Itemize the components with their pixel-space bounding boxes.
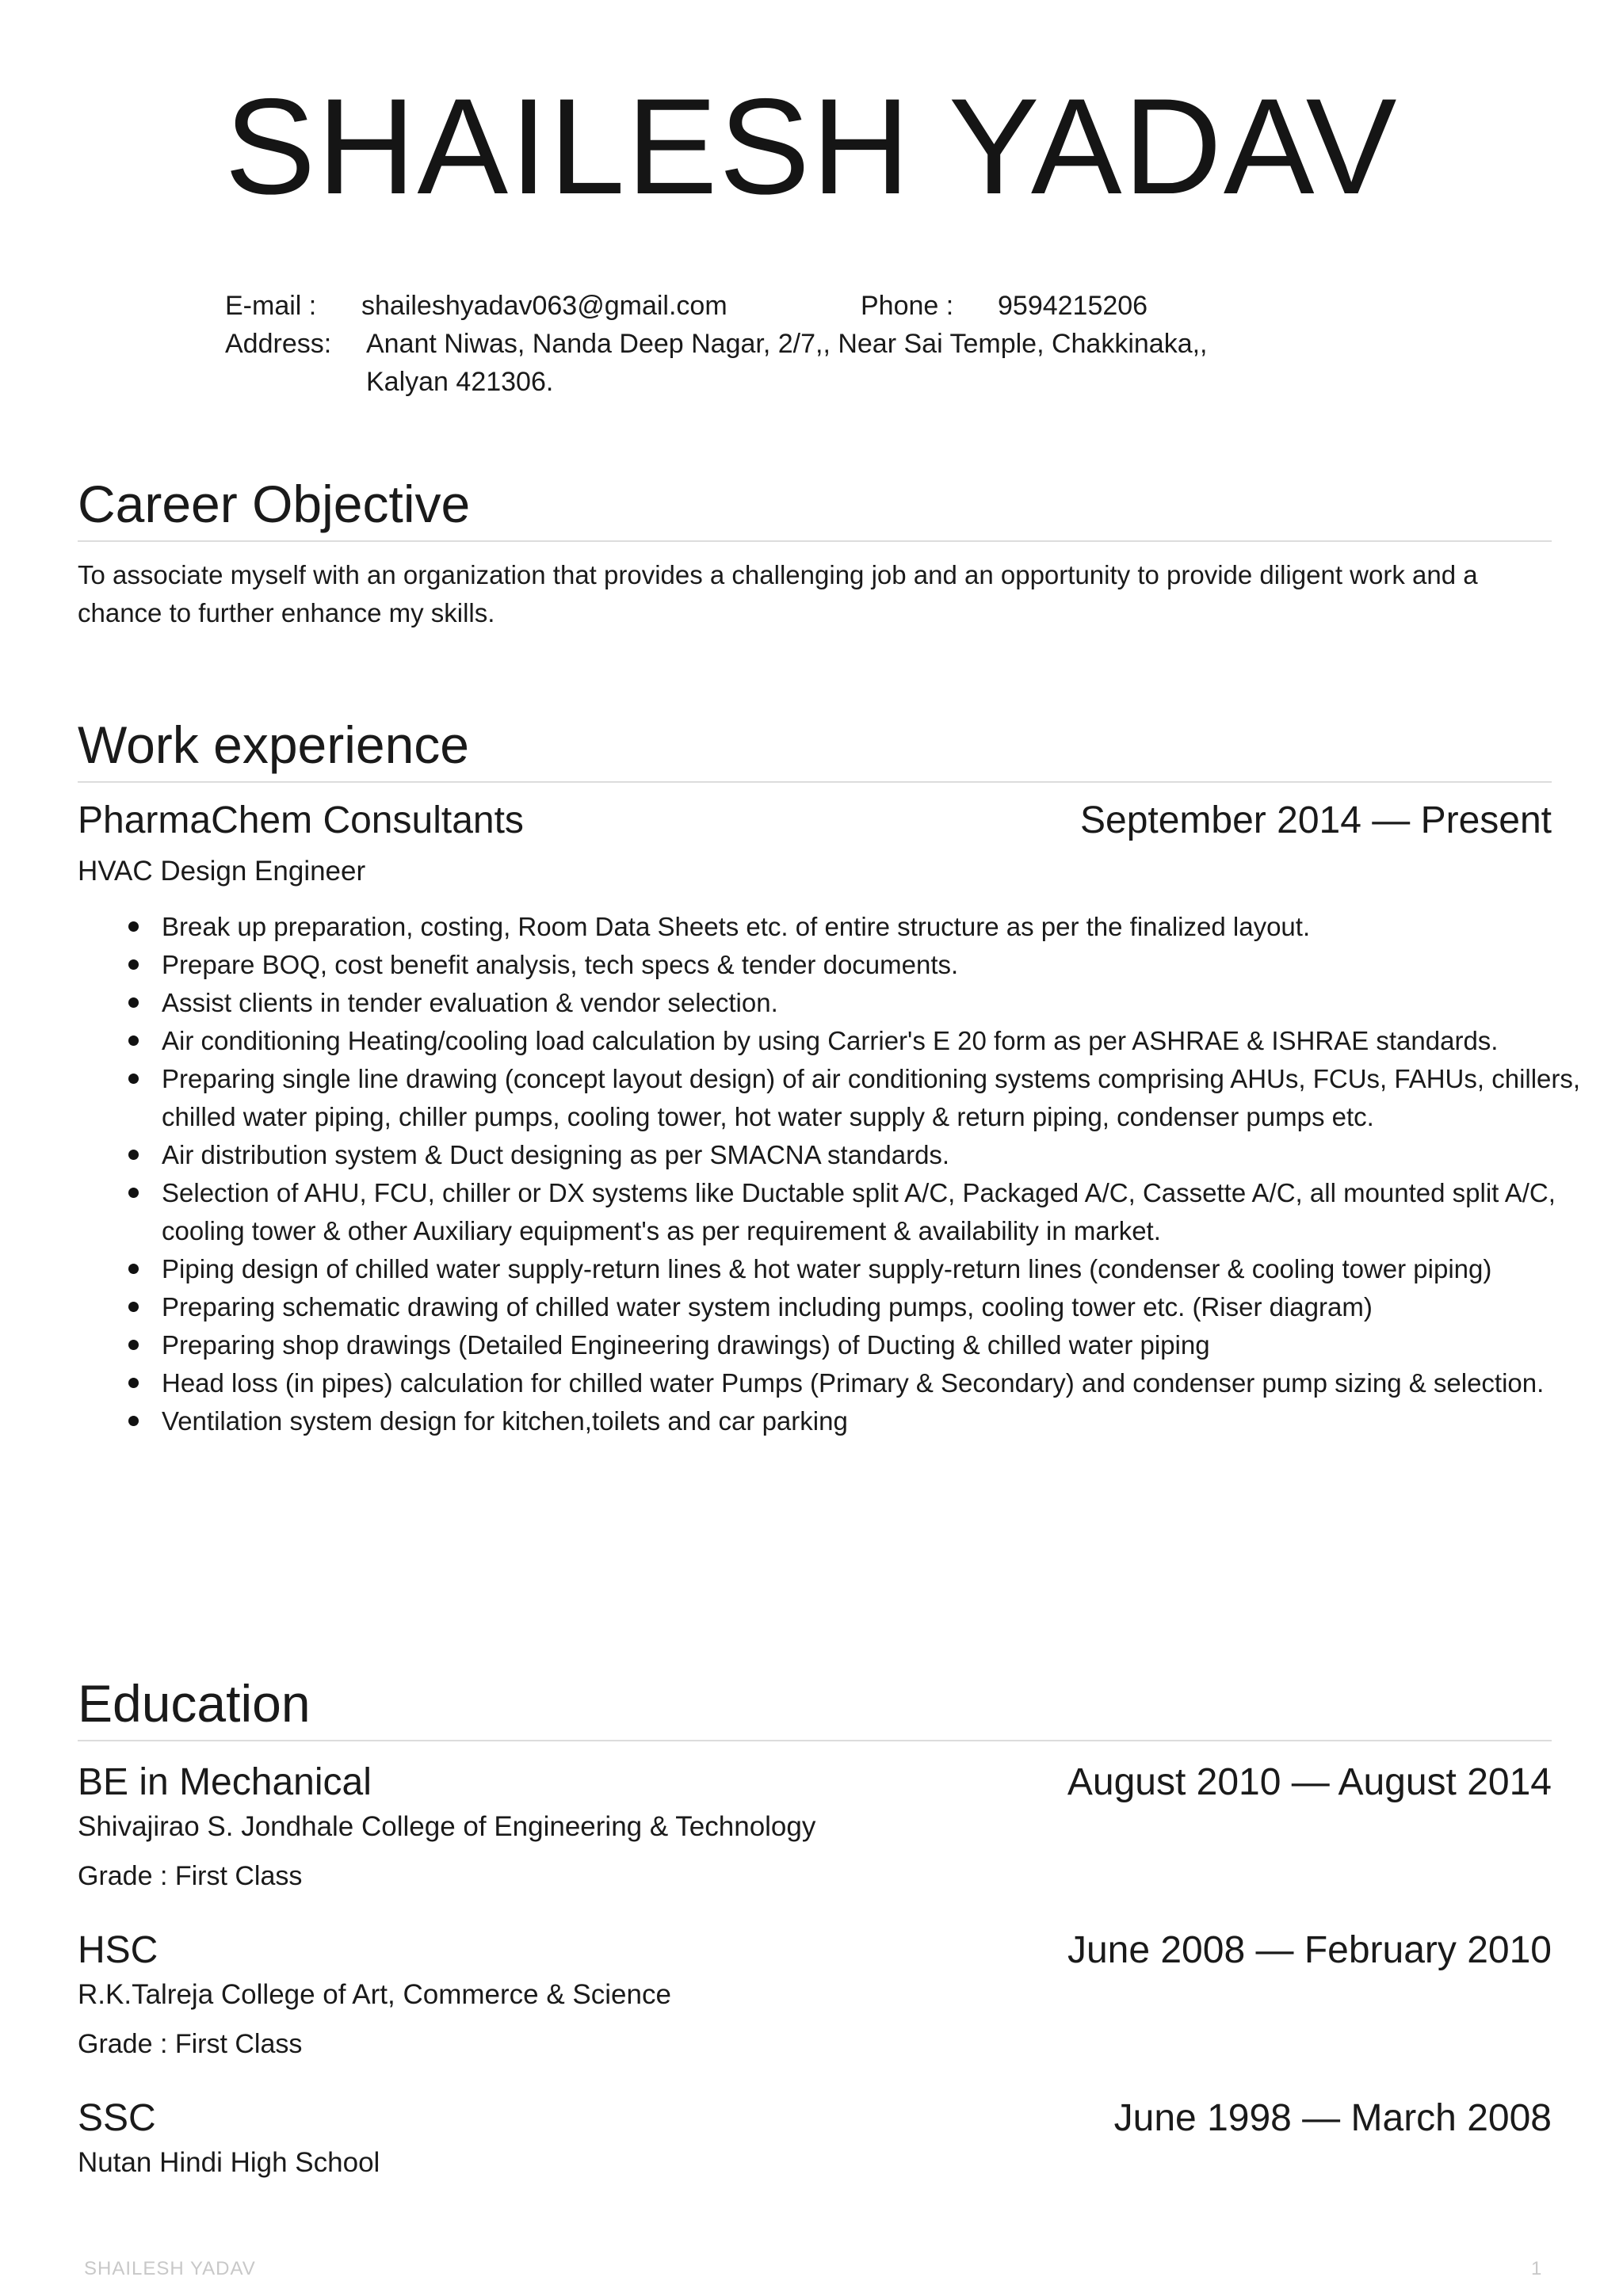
bullet-icon (128, 1302, 139, 1312)
responsibility-text: Head loss (in pipes) calculation for chilled water Pumps (Primary & Secondary) and condenser pump sizing & selection. (162, 1368, 1545, 1398)
education-school: R.K.Talreja College of Art, Commerce & Science (78, 1979, 671, 2010)
education-dates: June 2008 — February 2010 (1067, 1929, 1552, 1971)
responsibility-item (162, 1364, 1620, 1402)
education-degree: BE in Mechanical (78, 1761, 372, 1803)
responsibility-list (78, 908, 1581, 1440)
responsibility-text: Preparing shop drawings (Detailed Engineering drawings) of Ducting & chilled water piping (162, 1330, 1210, 1360)
responsibility-text: Prepare BOQ, cost benefit analysis, tech specs & tender documents. (162, 950, 959, 979)
section-title: Career Objective (78, 472, 1552, 542)
section-title: Education (78, 1672, 1552, 1741)
section-title: Work experience (78, 713, 1552, 783)
responsibility-text: Assist clients in tender evaluation & vendor selection. (162, 988, 778, 1017)
responsibility-item (162, 946, 1620, 984)
bullet-icon (128, 1340, 139, 1350)
education-dates: August 2010 — August 2014 (1067, 1761, 1552, 1803)
education-header (78, 2095, 1552, 2142)
education-header (78, 1927, 1552, 1974)
responsibility-text: Preparing schematic drawing of chilled water system including pumps, cooling tower etc. (Riser diagram) (162, 1292, 1373, 1322)
education-entry (78, 2095, 1552, 2182)
responsibility-text: Piping design of chilled water supply-return lines & hot water supply-return lines (condenser & cooling tower piping) (162, 1254, 1492, 1283)
company-name: PharmaChem Consultants (78, 799, 524, 841)
education-entry (78, 1927, 1552, 2063)
education-grade: Grade : First Class (78, 1861, 303, 1891)
education-school: Nutan Hindi High School (78, 2147, 380, 2178)
bullet-icon (128, 1035, 139, 1046)
education-grade: Grade : First Class (78, 2029, 303, 2059)
bullet-icon (128, 1378, 139, 1388)
address-label: Address: (225, 329, 332, 359)
section-career-objective (78, 472, 1552, 632)
address-line-1: Anant Niwas, Nanda Deep Nagar, 2/7,, Near Sai Temple, Chakkinaka,, (366, 329, 1208, 359)
responsibility-text: Air distribution system & Duct designing as per SMACNA standards. (162, 1140, 950, 1169)
responsibility-text: Air conditioning Heating/cooling load calculation by using Carrier's E 20 form as per ASHRAE & ISHRAE standards. (162, 1026, 1499, 1055)
bullet-icon (128, 1150, 139, 1160)
bullet-icon (128, 1074, 139, 1084)
responsibility-text: Ventilation system design for kitchen,toilets and car parking (162, 1406, 848, 1436)
education-degree: HSC (78, 1929, 158, 1971)
address-line-2: Kalyan 421306. (366, 367, 554, 397)
bullet-icon (128, 959, 139, 970)
phone-value[interactable]: 9594215206 (998, 291, 1148, 321)
career-objective-text: To associate myself with an organization that provides a challenging job and an opportunity to provide diligent work and a chance to further enhance my skills. (78, 560, 1478, 627)
responsibility-item (162, 1174, 1620, 1250)
email-value[interactable]: shaileshyadav063@gmail.com (361, 291, 727, 321)
education-entry (78, 1759, 1552, 1895)
section-work-experience (78, 713, 1581, 1440)
responsibility-item (162, 908, 1620, 946)
bullet-icon (128, 1188, 139, 1198)
responsibility-item (162, 1288, 1620, 1326)
responsibility-text: Preparing single line drawing (concept layout design) of air conditioning systems comprising AHUs, FCUs, FAHUs, chillers, chilled water piping, chiller pumps, cooling tower, hot water supply & return piping, condenser pumps etc. (162, 1064, 1581, 1131)
responsibility-item (162, 1402, 1620, 1440)
section-education (78, 1672, 1552, 2182)
email-label: E-mail : (225, 291, 317, 321)
phone-label: Phone : (861, 291, 954, 321)
responsibility-text: Selection of AHU, FCU, chiller or DX systems like Ductable split A/C, Packaged A/C, Cassette A/C, all mounted split A/C, cooling tower & other Auxiliary equipment's as per requirement & availability in market. (162, 1178, 1556, 1245)
responsibility-item (162, 1060, 1620, 1136)
education-school: Shivajirao S. Jondhale College of Engineering & Technology (78, 1811, 816, 1842)
bullet-icon (128, 921, 139, 932)
resume-name: SHAILESH YADAV (224, 71, 1399, 223)
footer-page-number: 1 (1531, 2258, 1543, 2279)
responsibility-item (162, 1022, 1620, 1060)
responsibility-item (162, 1250, 1620, 1288)
responsibility-item (162, 1326, 1620, 1364)
responsibility-text: Break up preparation, costing, Room Data Sheets etc. of entire structure as per the finalized layout. (162, 912, 1311, 941)
bullet-icon (128, 1264, 139, 1274)
education-dates: June 1998 — March 2008 (1113, 2097, 1552, 2139)
responsibility-item (162, 984, 1620, 1022)
job-dates: September 2014 — Present (1079, 799, 1552, 841)
education-header (78, 1759, 1552, 1806)
footer-name: SHAILESH YADAV (84, 2258, 256, 2279)
education-degree: SSC (78, 2097, 156, 2139)
bullet-icon (128, 997, 139, 1008)
job-header (78, 797, 1552, 845)
job-role: HVAC Design Engineer (78, 856, 366, 887)
responsibility-item (162, 1136, 1620, 1174)
bullet-icon (128, 1416, 139, 1426)
